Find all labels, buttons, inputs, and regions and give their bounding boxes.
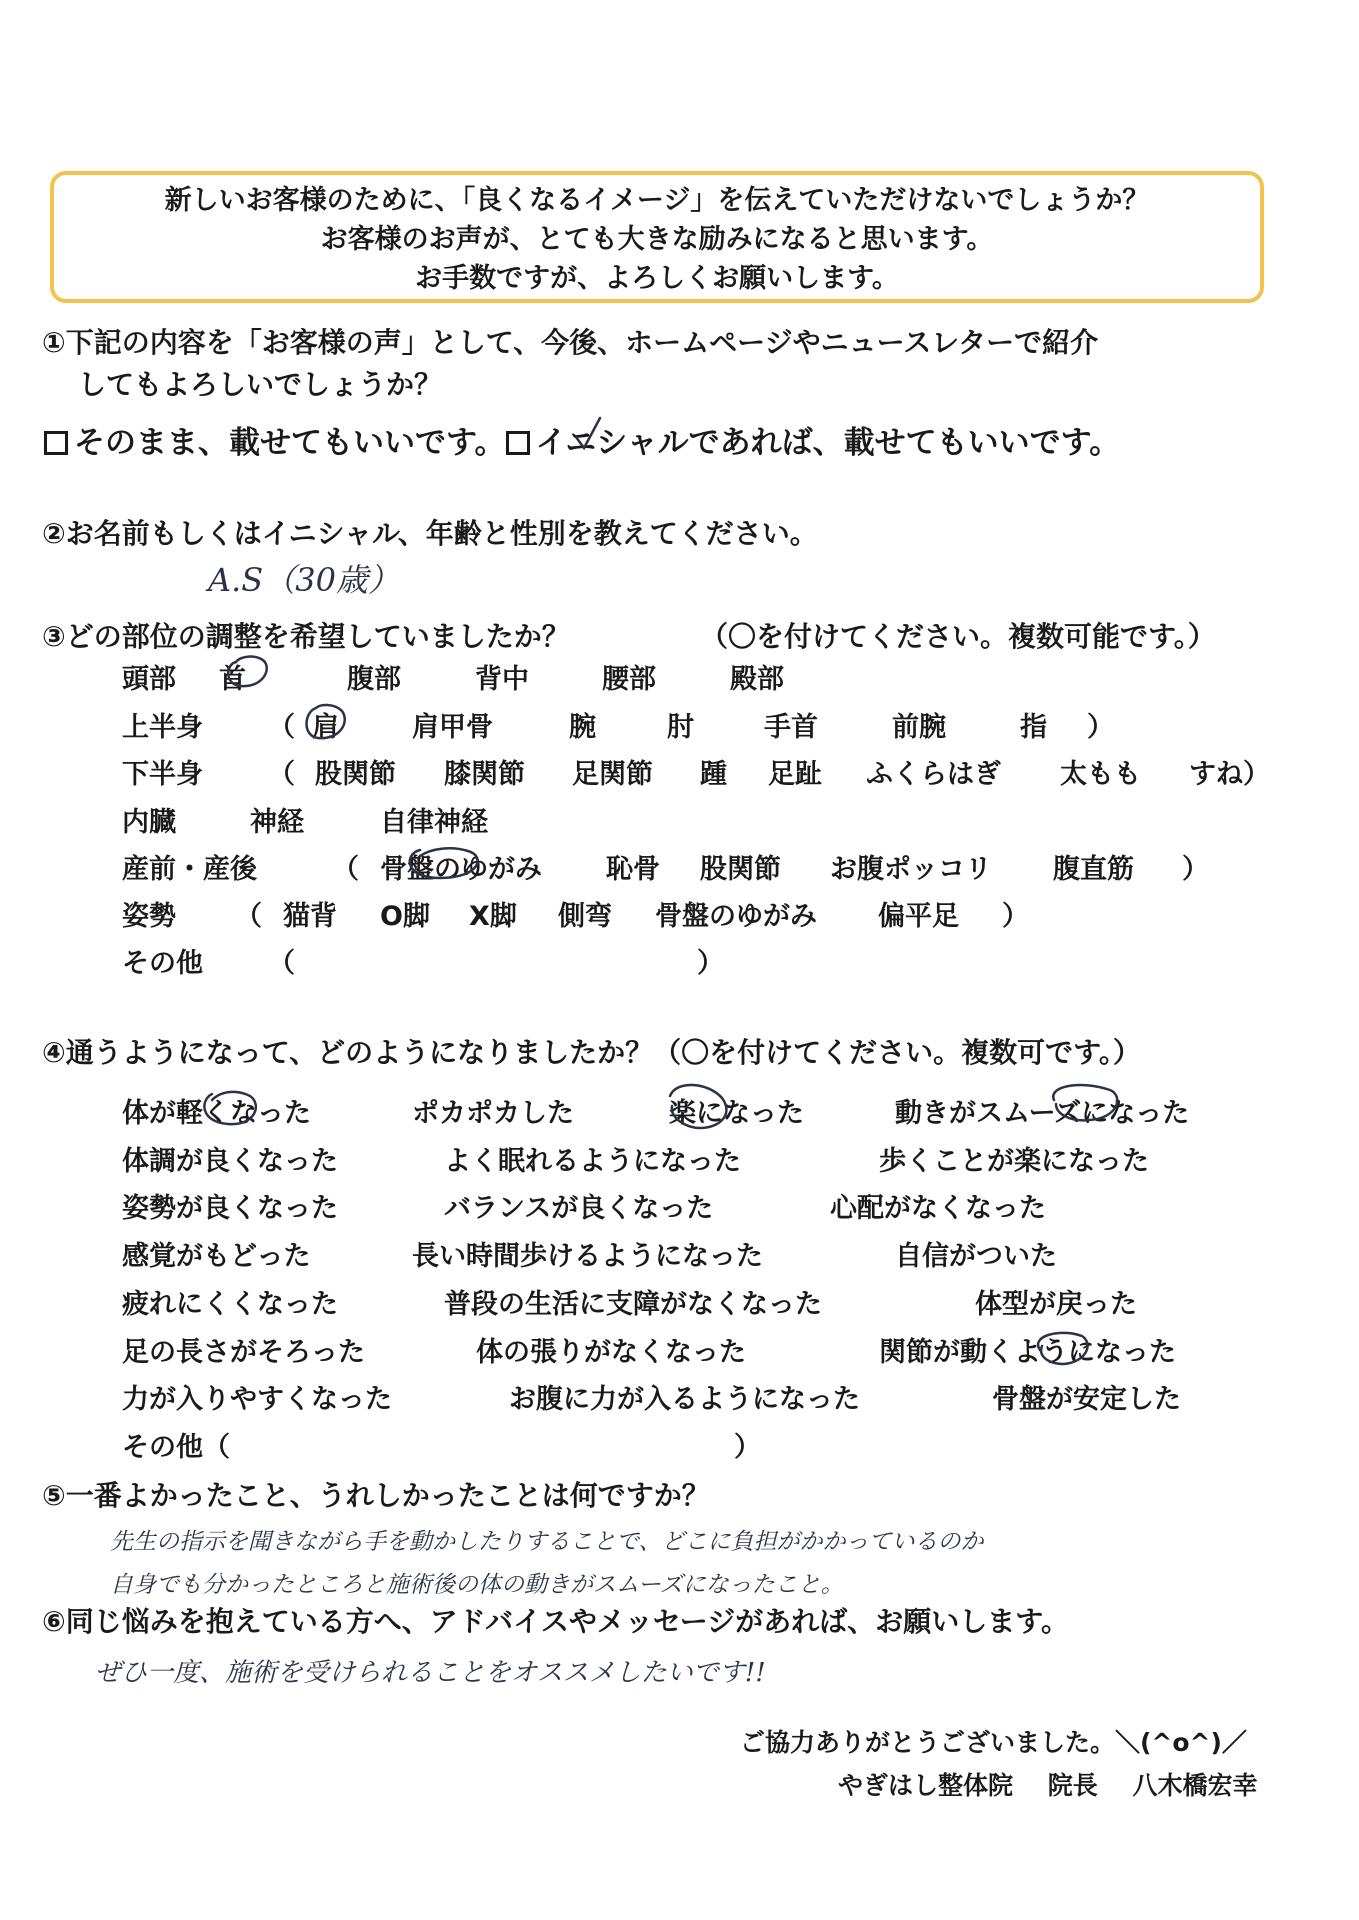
q3-paren: （: [332, 854, 359, 885]
q3-option[interactable]: 足関節: [572, 759, 653, 790]
q3-option[interactable]: 側弯: [558, 901, 612, 932]
q3-option[interactable]: 膝関節: [444, 759, 525, 790]
q3-option[interactable]: 足趾: [768, 759, 822, 790]
intro-box: [50, 171, 1264, 303]
q3-option[interactable]: 下半身: [122, 759, 203, 790]
q4-option[interactable]: 姿勢が良くなった: [122, 1193, 338, 1224]
q3-option[interactable]: お腹ポッコリ: [830, 854, 992, 885]
q4-paren: ）: [734, 1432, 761, 1463]
q3-option[interactable]: 肘: [667, 712, 694, 743]
footer-title: 院長: [1047, 1771, 1098, 1800]
q3-option[interactable]: 踵: [700, 759, 727, 790]
q4-option[interactable]: 体の張りがなくなった: [476, 1337, 746, 1368]
q6-answer: ぜひ一度、施術を受けられることをオススメしたいです!!: [95, 1658, 766, 1688]
q2-answer: A.S（30歳）: [208, 561, 400, 599]
q5-answer-line-2: 自身でも分かったところと施術後の体の動きがスムーズになったこと。: [110, 1572, 844, 1598]
q4-option[interactable]: 体が軽くなった: [122, 1098, 311, 1129]
q3-option[interactable]: 腹部: [347, 664, 401, 695]
q3-option[interactable]: 骨盤のゆがみ: [380, 854, 542, 885]
q3-option[interactable]: 産前・産後: [122, 854, 257, 885]
q3-option[interactable]: 猫背: [283, 901, 337, 932]
q3-option[interactable]: 肩: [312, 712, 339, 743]
q3-paren: ）: [697, 948, 724, 979]
q3-option[interactable]: すね）: [1189, 759, 1270, 790]
q3-option[interactable]: 姿勢: [122, 901, 176, 932]
q3-paren: ）: [1182, 854, 1209, 885]
q4-option[interactable]: 骨盤が安定した: [992, 1384, 1181, 1415]
q4-option[interactable]: 歩くことが楽になった: [879, 1146, 1149, 1177]
q3-paren: （: [268, 712, 295, 743]
q4-label: ④通うようになって、どのようになりましたか？（〇を付けてください。複数可です。）: [42, 1036, 1141, 1069]
q3-option[interactable]: O脚: [380, 901, 430, 932]
q3-option[interactable]: 背中: [475, 664, 529, 695]
q4-option[interactable]: 体型が戻った: [975, 1289, 1137, 1320]
q1-label-line-2: してもよろしいでしょうか？: [78, 368, 443, 401]
footer-signature: [838, 1766, 1257, 1802]
q3-option[interactable]: 腹直筋: [1053, 854, 1134, 885]
q1-option-2-checkbox[interactable]: [506, 431, 530, 455]
q3-option[interactable]: X脚: [469, 901, 517, 932]
q4-option[interactable]: 長い時間歩けるようになった: [412, 1241, 763, 1272]
q3-option[interactable]: 骨盤のゆがみ: [655, 901, 817, 932]
q3-option[interactable]: 恥骨: [606, 854, 660, 885]
q3-note: （〇を付けてください。複数可能です。）: [700, 620, 1216, 653]
q4-option[interactable]: 疲れにくくなった: [122, 1289, 338, 1320]
q3-option[interactable]: 神経: [250, 807, 304, 838]
q3-paren: ）: [1087, 712, 1114, 743]
q1-label-line-1: ①下記の内容を「お客様の声」として、今後、ホームページやニュースレターで紹介: [42, 326, 1099, 359]
q1-option-1-checkbox[interactable]: [44, 431, 68, 455]
q4-option[interactable]: 感覚がもどった: [122, 1241, 311, 1272]
footer-clinic: やぎはし整体院: [838, 1771, 1014, 1800]
q4-option[interactable]: 力が入りやすくなった: [122, 1384, 392, 1415]
q4-option[interactable]: 楽になった: [669, 1098, 804, 1129]
q3-label: ③どの部位の調整を希望していましたか？: [42, 620, 570, 653]
q3-option[interactable]: 肩甲骨: [412, 712, 493, 743]
q1-options: [44, 417, 1120, 462]
q6-label: ⑥同じ悩みを抱えている方へ、アドバイスやメッセージがあれば、お願いします。: [42, 1605, 1069, 1638]
q3-option[interactable]: 自律神経: [380, 807, 488, 838]
q4-option[interactable]: お腹に力が入るようになった: [509, 1384, 860, 1415]
q3-option[interactable]: 首: [219, 664, 246, 695]
q3-option[interactable]: その他: [122, 948, 203, 979]
intro-line-3: お手数ですが、よろしくお願いします。: [415, 263, 899, 294]
q5-answer-line-1: 先生の指示を聞きながら手を動かしたりすることで、どこに負担がかかっているのか: [110, 1529, 984, 1555]
intro-line-2: お客様のお声が、とても大きな励みになると思います。: [320, 224, 994, 255]
q3-paren: （: [235, 901, 262, 932]
q3-option[interactable]: 股関節: [315, 759, 396, 790]
q3-option[interactable]: 腕: [569, 712, 596, 743]
q3-option[interactable]: 指: [1020, 712, 1047, 743]
q4-option[interactable]: よく眠れるようになった: [444, 1146, 741, 1177]
q3-option[interactable]: 内臓: [122, 807, 176, 838]
q3-option[interactable]: 手首: [764, 712, 818, 743]
q4-option[interactable]: 足の長さがそろった: [122, 1337, 365, 1368]
q3-option[interactable]: ふくらはぎ: [866, 759, 1001, 790]
q4-option[interactable]: 自信がついた: [895, 1241, 1057, 1272]
q2-label: ②お名前もしくはイニシャル、年齢と性別を教えてください。: [42, 517, 818, 550]
q4-option[interactable]: 普段の生活に支障がなくなった: [444, 1289, 822, 1320]
footer-thanks: ご協力ありがとうございました。＼(^o^)／: [740, 1728, 1247, 1757]
q3-paren: （: [268, 759, 295, 790]
q4-option[interactable]: 体調が良くなった: [122, 1146, 338, 1177]
q3-option[interactable]: 上半身: [122, 712, 203, 743]
q4-option[interactable]: バランスが良くなった: [444, 1193, 714, 1224]
footer-name: 八木橋宏幸: [1132, 1771, 1258, 1800]
q4-option[interactable]: 心配がなくなった: [830, 1193, 1046, 1224]
q3-paren: ）: [1002, 901, 1029, 932]
q1-option-2-label: イニシャルであれば、載せてもいいです。: [535, 425, 1121, 461]
q3-option[interactable]: 殿部: [730, 664, 784, 695]
q5-label: ⑤一番よかったこと、うれしかったことは何ですか？: [42, 1479, 710, 1512]
q4-option[interactable]: 関節が動くようになった: [879, 1337, 1176, 1368]
q3-option[interactable]: 太もも: [1060, 759, 1141, 790]
intro-line-1: 新しいお客様のために、「良くなるイメージ」を伝えていただけないでしょうか？: [164, 185, 1150, 216]
q4-option[interactable]: ポカポカした: [412, 1098, 574, 1129]
q3-option[interactable]: 腰部: [602, 664, 656, 695]
q1-option-1-label: そのまま、載せてもいいです。: [74, 425, 506, 461]
q3-paren: （: [268, 948, 295, 979]
q4-option[interactable]: 動きがスムーズになった: [895, 1098, 1190, 1129]
q3-option[interactable]: 頭部: [122, 664, 176, 695]
q4-option[interactable]: その他（: [122, 1432, 230, 1463]
q3-option[interactable]: 偏平足: [878, 901, 959, 932]
q3-option[interactable]: 股関節: [700, 854, 781, 885]
q3-option[interactable]: 前腕: [892, 712, 946, 743]
